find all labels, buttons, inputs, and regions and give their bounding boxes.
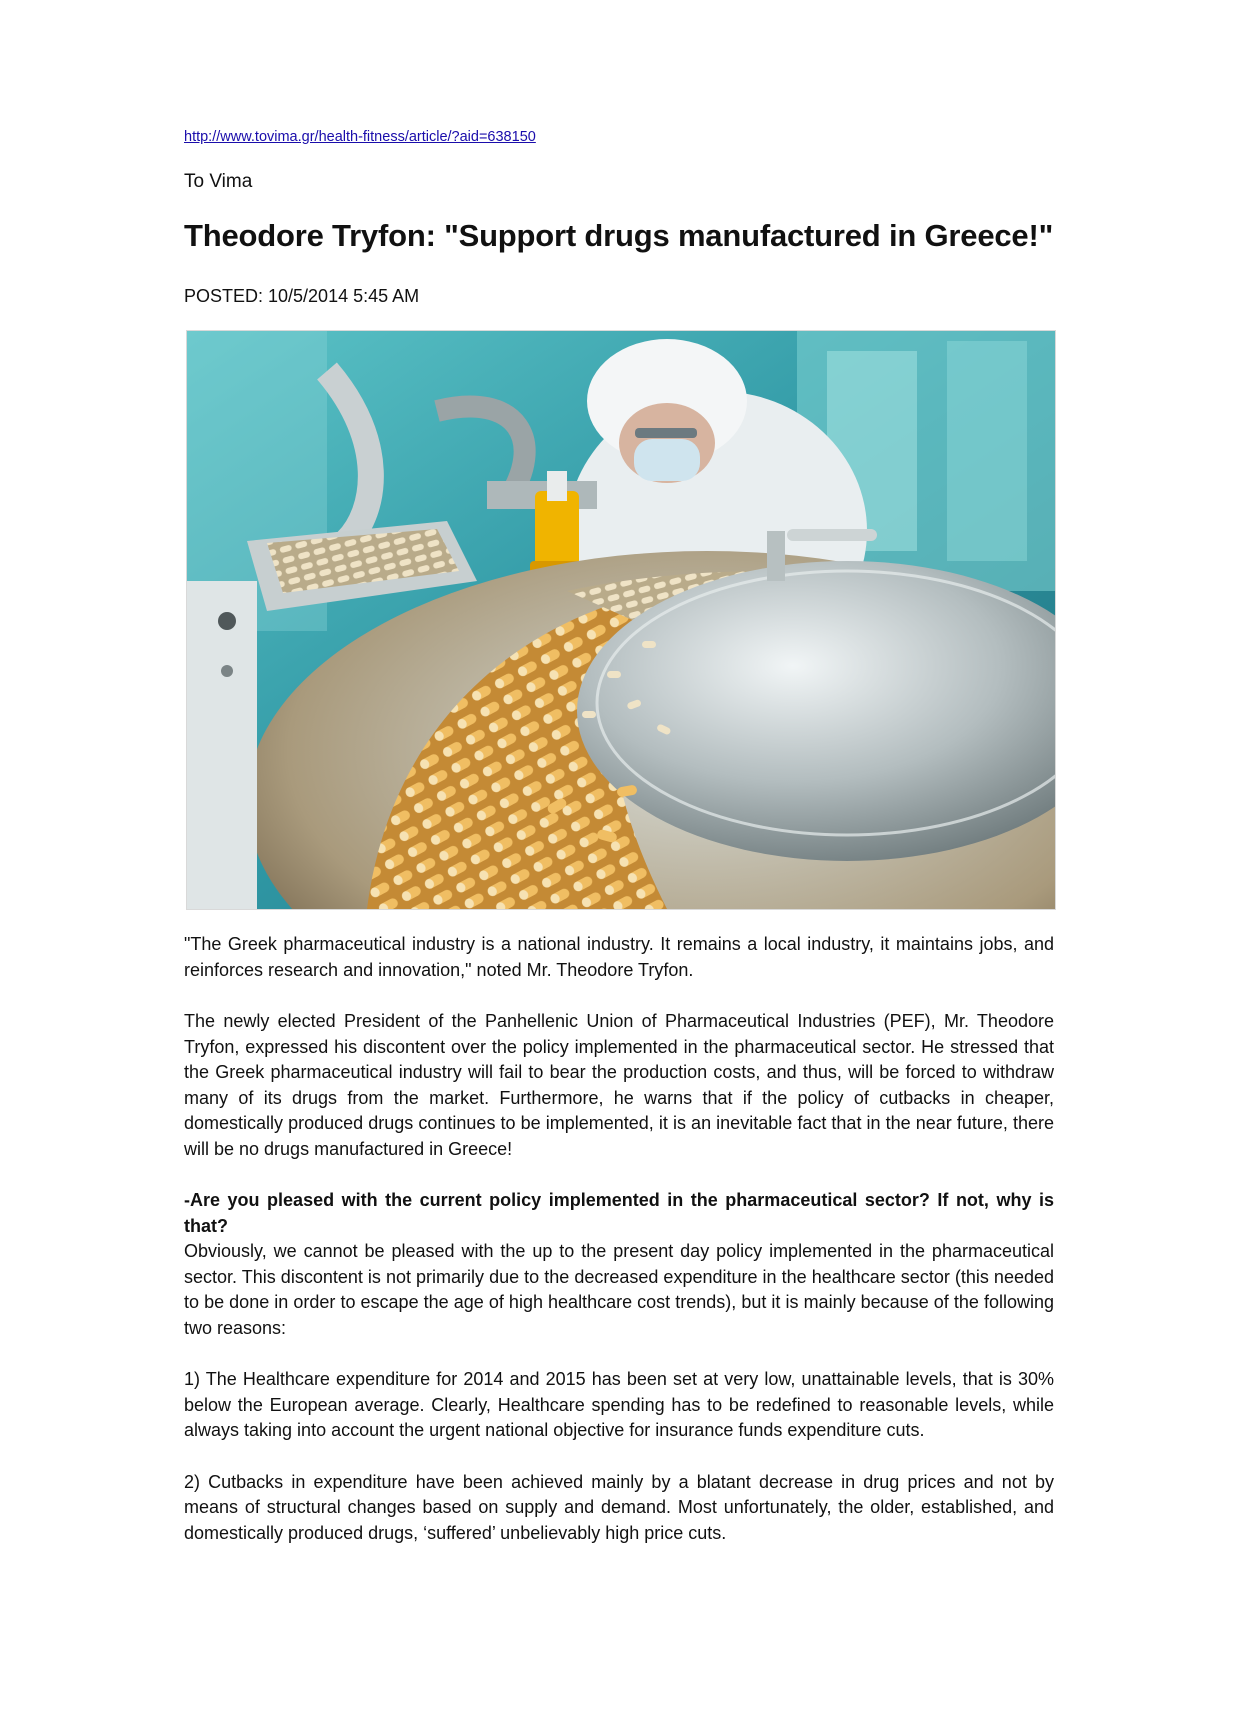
interview-answer: Obviously, we cannot be pleased with the up to the present day policy implemented in the pharmaceutical sector. This discontent is not primarily due to the decreased expenditure in the healthcare sector (this needed to be done in order to escape the age of high healthcare cost trends), but it is mainly because of the following two reasons: bbox=[184, 1241, 1054, 1338]
intro-paragraph: The newly elected President of the Panhellenic Union of Pharmaceutical Industries (PEF), Mr. Theodore Tryfon, expressed his discontent over the policy implemented in the pharmaceutical sector. He stressed that the Greek pharmaceutical industry will fail to bear the production costs, and thus, will be forced to withdraw many of its drugs from the market. Furthermore, he warns that if the policy of cutbacks in cheaper, domestically produced drugs continues to be implemented, it is an inevitable fact that in the near future, there will be no drugs manufactured in Greece! bbox=[184, 1011, 1054, 1159]
pharmaceutical-production-photo-icon bbox=[187, 331, 1055, 909]
quote-paragraph: "The Greek pharmaceutical industry is a national industry. It remains a local industry, it maintains jobs, and reinforces research and innovation," noted Mr. Theodore Tryfon. bbox=[184, 934, 1054, 980]
article-content bbox=[184, 128, 1054, 1546]
reason-1-paragraph: 1) The Healthcare expenditure for 2014 and 2015 has been set at very low, unattainable levels, that is 30% below the European average. Clearly, Healthcare spending has to be redefined to reasonable levels, while always taking into account the urgent national objective for insurance funds expenditure cuts. bbox=[184, 1369, 1054, 1440]
publication-name: To Vima bbox=[184, 171, 253, 192]
posted-date: POSTED: 10/5/2014 5:45 AM bbox=[184, 286, 420, 306]
interview-question: -Are you pleased with the current policy implemented in the pharmaceutical sector? If not, why is that? bbox=[184, 1190, 1054, 1236]
article-title: Theodore Tryfon: "Support drugs manufactured in Greece!" bbox=[184, 218, 1054, 253]
source-url-link[interactable]: http://www.tovima.gr/health-fitness/article/?aid=638150 bbox=[184, 129, 536, 145]
reason-2-paragraph: 2) Cutbacks in expenditure have been achieved mainly by a blatant decrease in drug prices and not by means of structural changes based on supply and demand. Most unfortunately, the older, established, and domestically produced drugs, ‘suffered’ unbelievably high price cuts. bbox=[184, 1471, 1054, 1543]
article-photo bbox=[186, 330, 1056, 910]
